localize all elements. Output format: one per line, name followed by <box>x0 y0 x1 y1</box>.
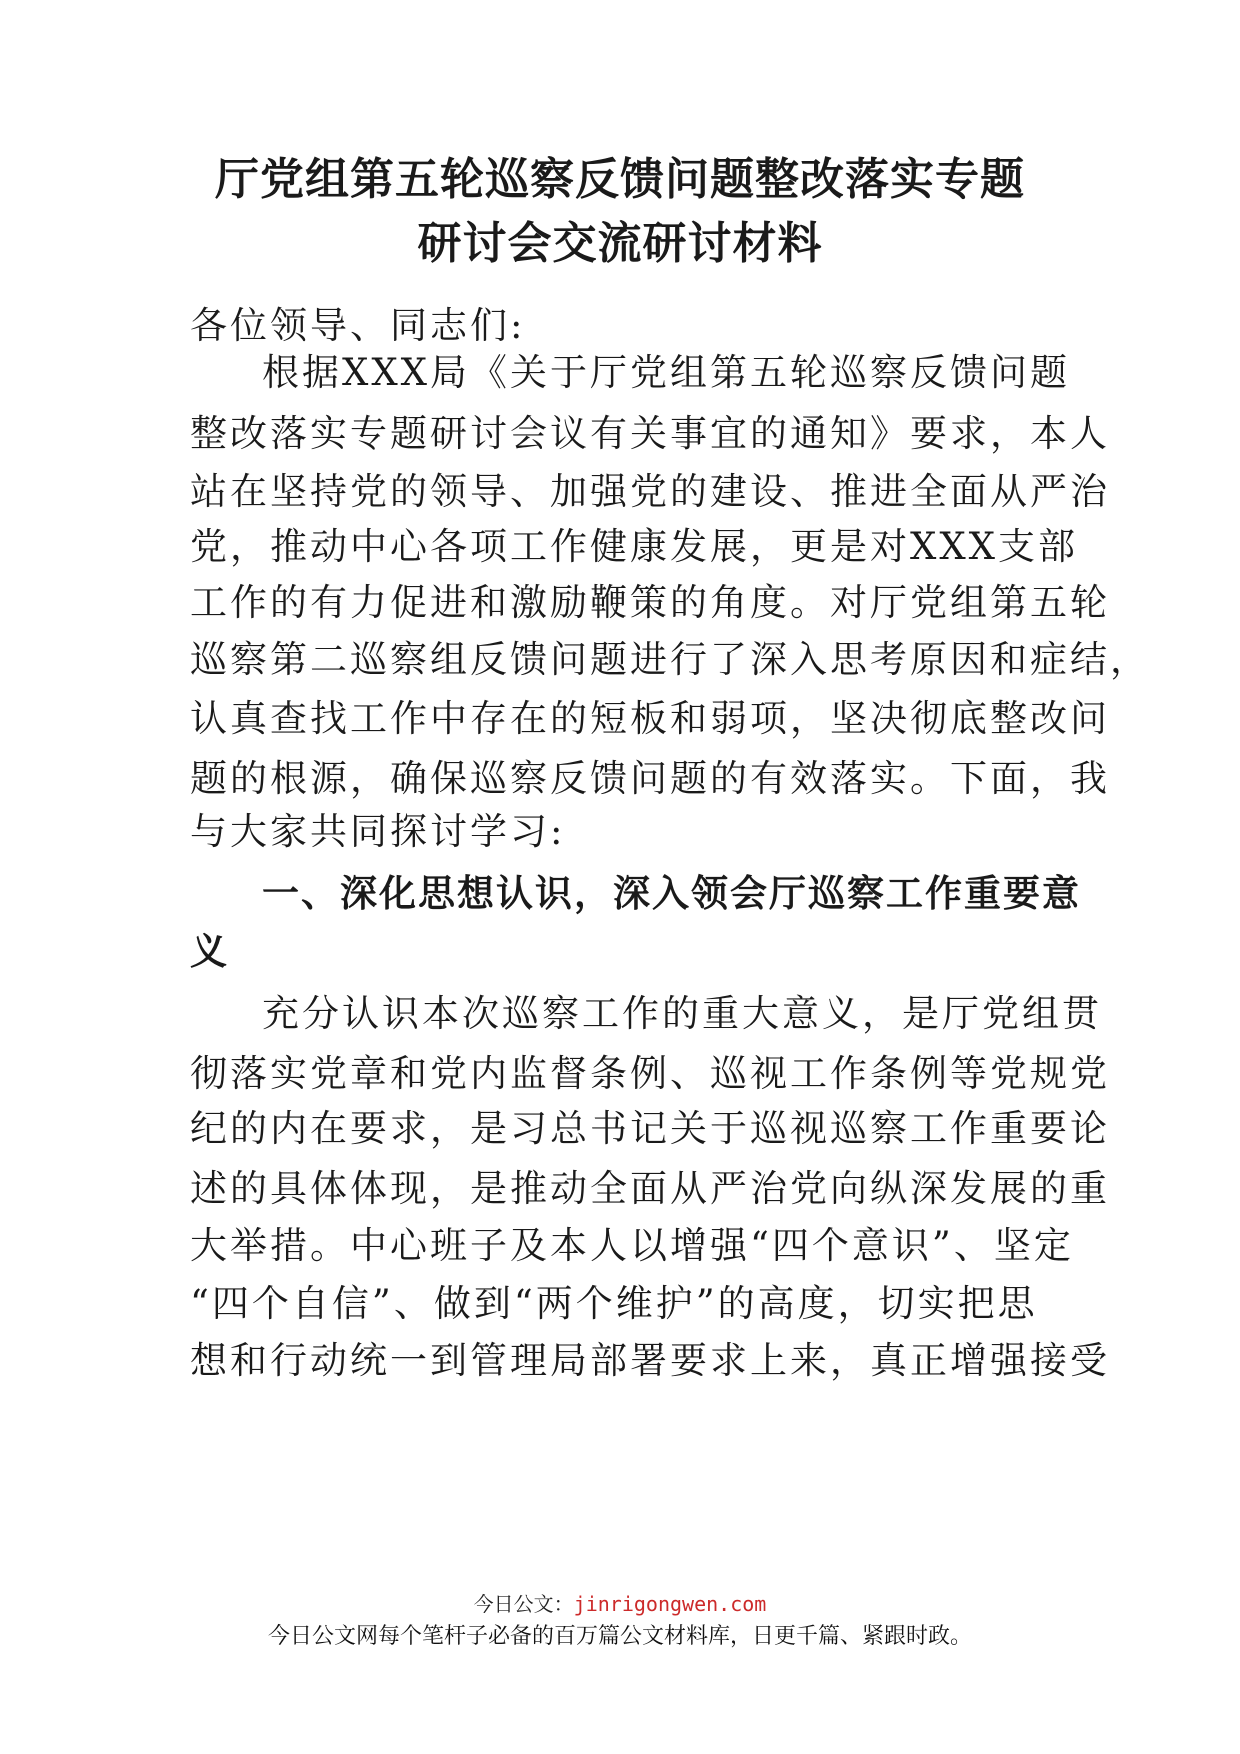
paragraph-line: 彻落实党章和党内监督条例、巡视工作条例等党规党 <box>190 1052 1110 1095</box>
paragraph-line: 根据XXX局《关于厅党组第五轮巡察反馈问题 <box>262 351 1071 394</box>
paragraph-line: 站在坚持党的领导、加强党的建设、推进全面从严治 <box>190 470 1110 513</box>
document-title-line-2: 研讨会交流研讨材料 <box>417 218 823 269</box>
footer-site-prefix: 今日公文： <box>473 1592 574 1616</box>
section-heading: 一、深化思想认识，深入领会厅巡察工作重要意 <box>262 872 1081 915</box>
paragraph-line: 想和行动统一到管理局部署要求上来，真正增强接受 <box>190 1339 1110 1382</box>
paragraph-line: 与大家共同探讨学习: <box>190 810 566 853</box>
paragraph-line: 充分认识本次巡察工作的重大意义，是厅党组贯 <box>262 992 1102 1035</box>
footer-site-line <box>0 1590 1240 1618</box>
paragraph-line: 题的根源，确保巡察反馈问题的有效落实。下面，我 <box>190 757 1110 800</box>
paragraph-line: 述的具体体现，是推动全面从严治党向纵深发展的重 <box>190 1167 1110 1210</box>
paragraph-line: 大举措。中心班子及本人以增强“四个意识”、坚定 <box>190 1224 1074 1267</box>
paragraph-line: “四个自信”、做到“两个维护”的高度，切实把思 <box>190 1282 1038 1325</box>
footer-site-link[interactable]: jinrigongwen.com <box>573 1592 767 1616</box>
salutation: 各位领导、同志们: <box>190 304 526 347</box>
paragraph-line: 整改落实专题研讨会议有关事宜的通知》要求，本人 <box>190 412 1110 455</box>
paragraph-line: 党，推动中心各项工作健康发展，更是对XXX支部 <box>190 525 1079 568</box>
paragraph-line: 纪的内在要求，是习总书记关于巡视巡察工作重要论 <box>190 1107 1110 1150</box>
footer-slogan: 今日公文网每个笔杆子必备的百万篇公文材料库，日更千篇、紧跟时政。 <box>267 1624 972 1649</box>
section-heading-continued: 义 <box>190 930 229 973</box>
paragraph-line: 认真查找工作中存在的短板和弱项，坚决彻底整改问 <box>190 697 1110 740</box>
paragraph-line: 工作的有力促进和激励鞭策的角度。对厅党组第五轮 <box>190 581 1110 624</box>
paragraph-line: 巡察第二巡察组反馈问题进行了深入思考原因和症结， <box>190 638 1150 681</box>
document-title-line-1: 厅党组第五轮巡察反馈问题整改落实专题 <box>215 154 1025 205</box>
